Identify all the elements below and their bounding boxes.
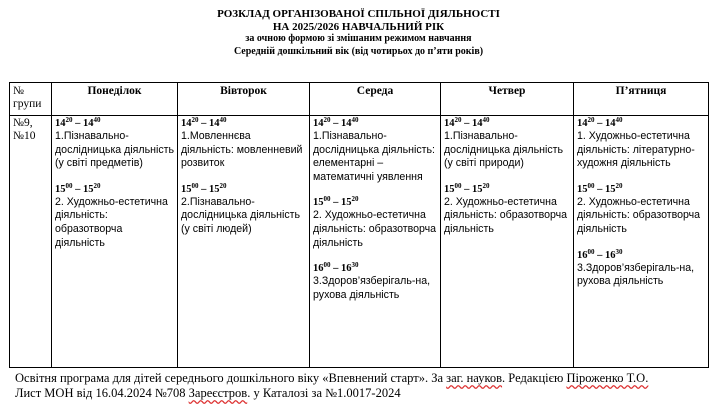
time-minutes: 20 (219, 181, 227, 190)
activity-text: 2. Художньо-естетична діяльність: образотворча діяльність (577, 195, 701, 235)
time-minutes: 30 (615, 247, 623, 256)
slot-gap (181, 171, 306, 183)
title-line-3: за очною формою зі змішаним режимом навчання (245, 33, 472, 44)
time-minutes: 30 (351, 261, 359, 270)
footnote-abbrev: Зареєстров (188, 386, 248, 400)
day-header-thursday: Четвер (441, 83, 574, 116)
time-minutes: 40 (351, 116, 359, 124)
footnote-abbrev: заг. науков (446, 371, 503, 385)
slot-gap (313, 184, 437, 196)
activity-text: 2.Пізнавально-дослідницька діяльність (у світі людей) (181, 195, 300, 235)
time-minutes: 40 (219, 116, 227, 124)
tuesday-cell (178, 116, 310, 368)
friday-cell (574, 116, 709, 368)
time-minutes: 00 (587, 247, 595, 256)
time-range: $15^{00} - 15^{20}$ (444, 181, 490, 195)
time-minutes: 00 (323, 195, 331, 204)
activity-text: 1.Мовленнєва діяльність: мовленневий розвиток (181, 130, 303, 170)
footnote-line-1 (15, 371, 715, 386)
slot-gap (577, 171, 705, 183)
time-minutes: 40 (93, 116, 101, 124)
activity-text: 1.Пізнавально-дослідницька діяльність: елементарні – математичні уявлення (313, 130, 435, 183)
activity-text: 2. Художньо-естетична діяльність: образотворча діяльність (55, 195, 168, 249)
program-footnote (15, 371, 715, 401)
wednesday-cell (310, 116, 441, 368)
activity-text: 2. Художньо-естетична діяльність: образотворча діяльність (444, 195, 568, 235)
time-minutes: 20 (615, 181, 623, 190)
time-range: $14^{20} - 14^{40}$ (313, 116, 359, 129)
thursday-cell (441, 116, 574, 368)
time-range: $15^{00} - 15^{20}$ (55, 181, 101, 195)
time-minutes: 20 (482, 181, 490, 190)
slot-gap (577, 237, 705, 249)
title-line-4: Середній дошкільний вік (від чотирьох до п’яти років) (233, 45, 484, 57)
time-minutes: 00 (587, 181, 595, 190)
time-minutes: 00 (454, 181, 462, 190)
time-minutes: 20 (351, 195, 359, 204)
time-minutes: 00 (323, 261, 331, 270)
time-range: $14^{20} - 14^{40}$ (55, 116, 101, 129)
footnote-editor: Піроженко Т.О. (566, 371, 649, 385)
slot-gap (313, 250, 437, 262)
day-header-monday: Понеділок (52, 83, 178, 116)
time-range: $16^{00} - 16^{30}$ (313, 261, 359, 275)
slot-gap (55, 171, 174, 183)
table-row (10, 116, 709, 368)
time-minutes: 20 (454, 116, 462, 124)
footnote-text: Освітня програма для дітей середнього дошкільного віку «Впевнений старт». За (15, 371, 447, 385)
time-minutes: 20 (323, 116, 331, 124)
footnote-line-2 (15, 386, 715, 401)
time-range: $14^{20} - 14^{40}$ (577, 116, 623, 129)
title-line-2: НА 2025/2026 НАВЧАЛЬНИЙ РІК (272, 20, 445, 33)
time-range: $14^{20} - 14^{40}$ (444, 116, 490, 129)
time-range: $15^{00} - 15^{20}$ (577, 181, 623, 195)
slot-gap (444, 171, 570, 183)
activity-text: 2. Художньо-естетична діяльність: образотворча діяльність (313, 209, 437, 249)
monday-cell (52, 116, 178, 368)
activity-text: 3.Здоров’язберігаль-на, рухова діяльність (313, 275, 431, 301)
time-minutes: 20 (93, 181, 101, 190)
time-minutes: 20 (587, 116, 595, 124)
title-line-1: РОЗКЛАД ОРГАНІЗОВАНОЇ СПІЛЬНОЇ ДІЯЛЬНОСТІ (217, 8, 500, 20)
time-range: $16^{00} - 16^{30}$ (577, 247, 623, 261)
time-minutes: 00 (65, 181, 73, 190)
time-minutes: 40 (482, 116, 490, 124)
footnote-text: Лист МОН від 16.04.2024 №708 (15, 386, 189, 400)
footnote-text: . у Каталозі за №1.0017-2024 (247, 386, 401, 400)
time-minutes: 20 (191, 116, 199, 124)
activity-text: 1. Художньо-естетична діяльність: літературно-художня діяльність (577, 130, 695, 170)
group-number-cell: №9, №10 (10, 116, 52, 368)
document-header (0, 8, 717, 58)
time-range: $15^{00} - 15^{20}$ (313, 195, 359, 209)
time-minutes: 20 (65, 116, 73, 124)
day-header-friday: П’ятниця (574, 83, 709, 116)
time-minutes: 00 (191, 181, 199, 190)
schedule-table (9, 82, 709, 368)
footnote-text: . Редакцією (502, 371, 567, 385)
activity-text: 1.Пізнавально-дослідницька діяльність (у світі предметів) (55, 130, 174, 170)
time-range: $14^{20} - 14^{40}$ (181, 116, 227, 129)
table-header-row (10, 83, 709, 116)
day-header-wednesday: Середа (310, 83, 441, 116)
group-column-header: № групи (10, 83, 52, 116)
day-header-tuesday: Вівторок (178, 83, 310, 116)
activity-text: 1.Пізнавально-дослідницька діяльність (у світі природи) (444, 130, 563, 170)
activity-text: 3.Здоров’язберігаль-на, рухова діяльність (577, 261, 695, 288)
time-range: $15^{00} - 15^{20}$ (181, 181, 227, 195)
time-minutes: 40 (615, 116, 623, 124)
